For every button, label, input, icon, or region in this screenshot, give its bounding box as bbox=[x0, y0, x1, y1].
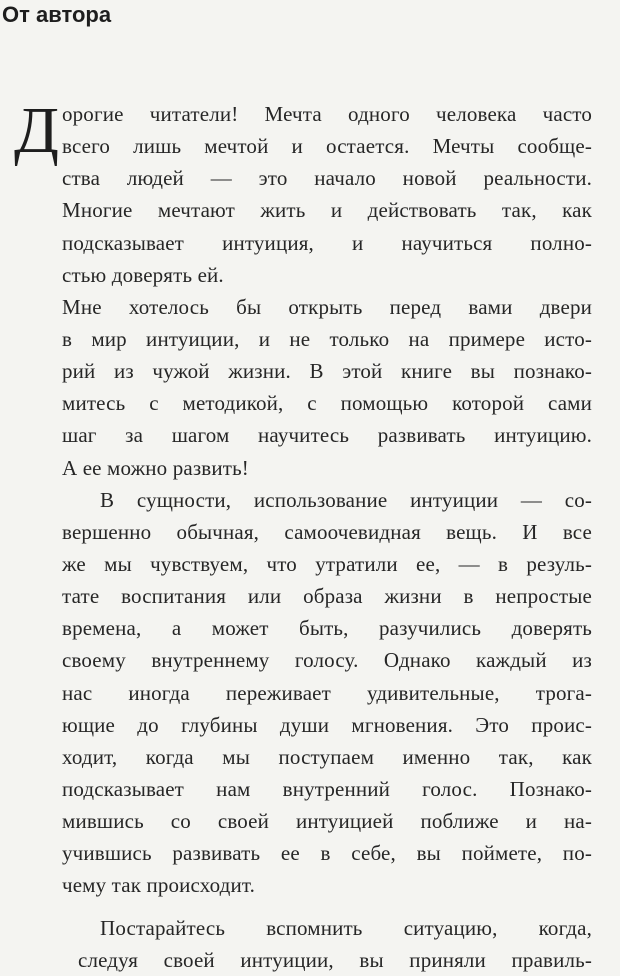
text-line: ющие до глубины души мгновения. Это проис- bbox=[62, 712, 592, 737]
body-text bbox=[62, 98, 592, 976]
text-line: В сущности, использование интуиции — со- bbox=[100, 487, 592, 512]
text-line: орогие читатели! Мечта одного человека часто bbox=[62, 102, 592, 126]
text-line: чему так происходит. bbox=[62, 873, 256, 898]
text-line: рий из чужой жизни. В этой книге вы познако- bbox=[62, 359, 592, 384]
text-line: своему внутреннему голосу. Однако каждый из bbox=[62, 648, 592, 673]
text-line: ходит, когда мы поступаем именно так, как bbox=[62, 744, 592, 769]
text-line: подсказывает нам внутренний голос. Познако- bbox=[62, 776, 592, 801]
text-line: стью доверять ей. bbox=[62, 262, 224, 287]
section-heading: От автора bbox=[2, 2, 112, 27]
text-line: следуя своей интуиции, вы приняли правиль- bbox=[78, 947, 592, 972]
text-line: шаг за шагом научитесь развивать интуицию. bbox=[62, 423, 592, 448]
text-line: подсказывает интуиция, и научиться полно- bbox=[62, 230, 592, 255]
text-line: мившись со своей интуицией поближе и на- bbox=[62, 809, 592, 834]
text-line: вершенно обычная, самоочевидная вещь. И все bbox=[62, 519, 592, 544]
text-line: А ее можно развить! bbox=[62, 455, 249, 480]
text-line: Постарайтесь вспомнить ситуацию, когда, bbox=[100, 915, 592, 940]
text-line: всего лишь мечтой и остается. Мечты сообще- bbox=[62, 134, 592, 159]
text-line: нас иногда переживает удивительные, трога- bbox=[62, 680, 592, 705]
text-line: в мир интуиции, и не только на примере исто- bbox=[62, 326, 592, 351]
text-line: митесь с методикой, с помощью которой сами bbox=[62, 391, 592, 416]
text-line: Мне хотелось бы открыть перед вами двери bbox=[62, 294, 592, 319]
text-line: времена, а может быть, разучились доверять bbox=[62, 616, 592, 641]
text-line: же мы чувствуем, что утратили ее, — в резуль- bbox=[62, 551, 592, 576]
text-line: учившись развивать ее в себе, вы поймете, по- bbox=[62, 841, 592, 866]
drop-cap-letter: Д bbox=[14, 94, 60, 167]
text-line: ства людей — это начало новой реальности. bbox=[62, 166, 592, 191]
text-line: Многие мечтают жить и действовать так, как bbox=[62, 198, 592, 223]
text-line: тате воспитания или образа жизни в непростые bbox=[62, 584, 592, 609]
